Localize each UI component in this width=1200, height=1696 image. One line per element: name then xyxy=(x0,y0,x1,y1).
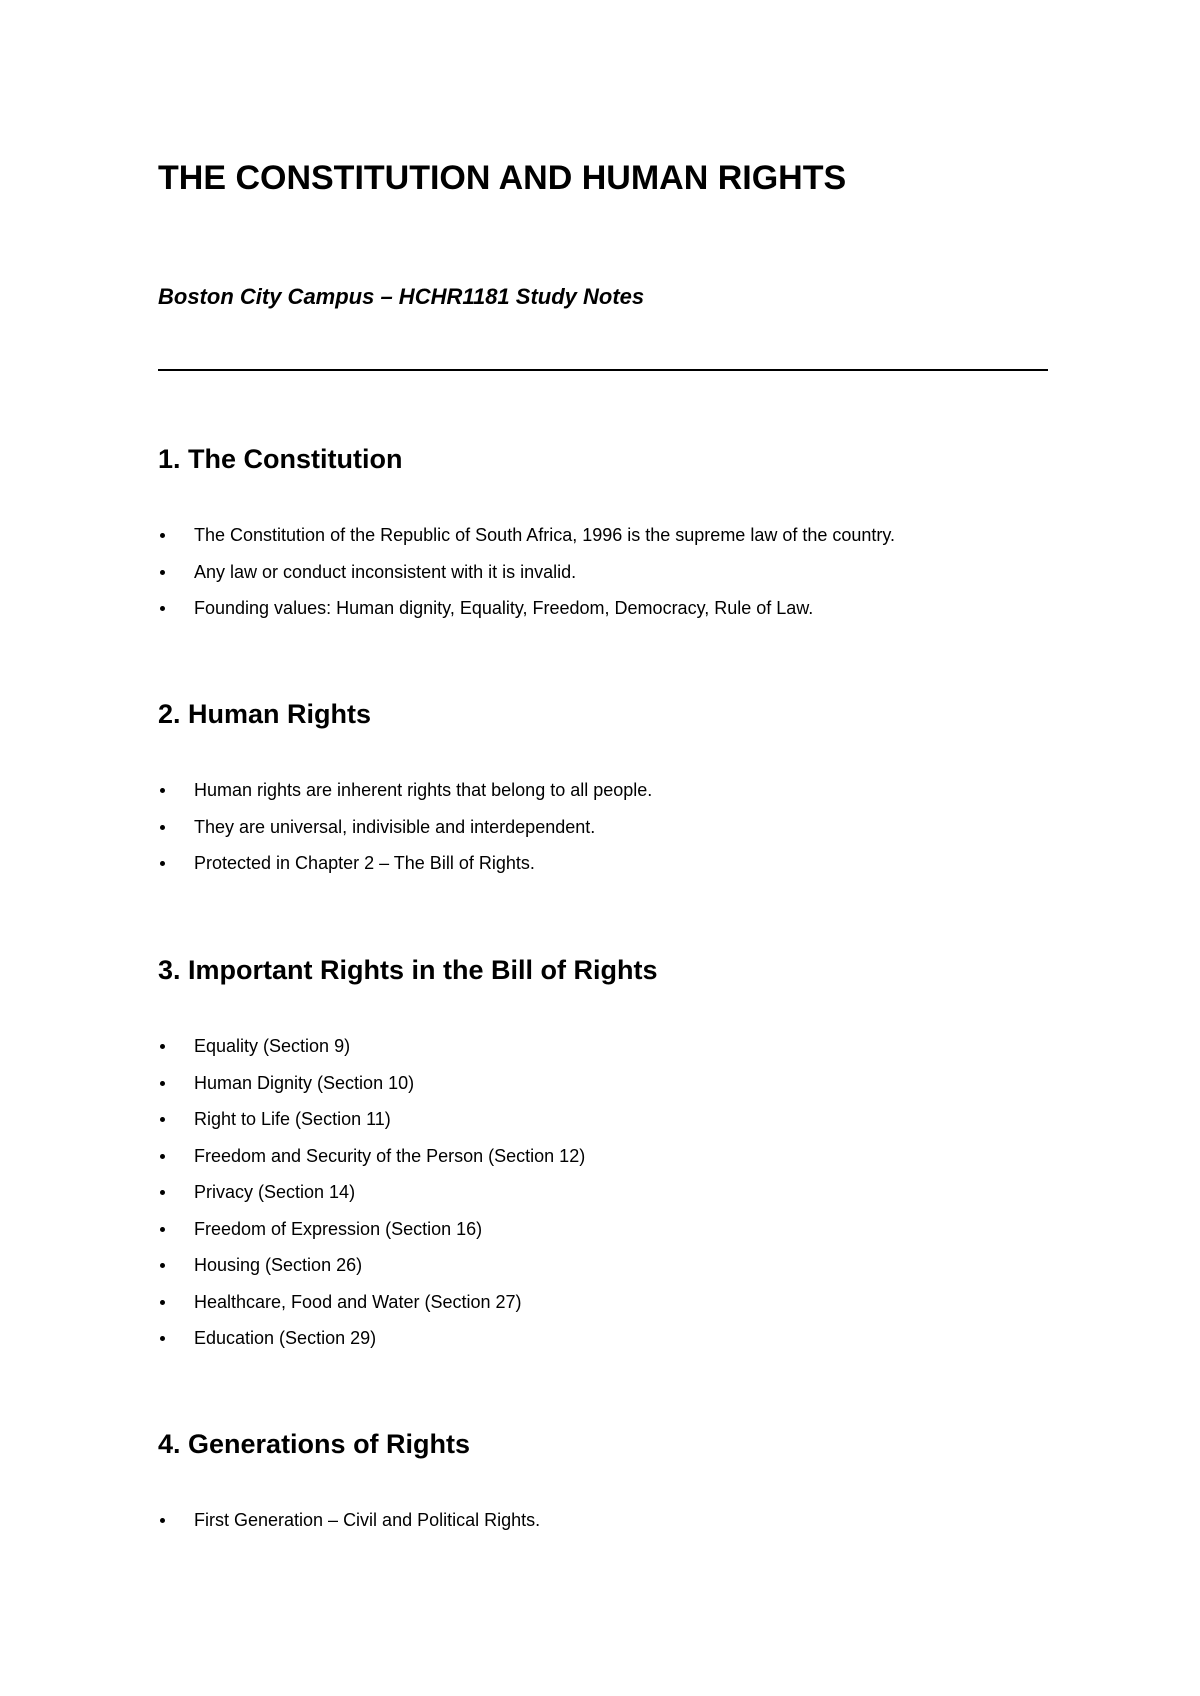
bullet-icon xyxy=(160,1263,165,1268)
list-item xyxy=(158,816,1058,853)
list-item xyxy=(158,1327,1058,1364)
list-item-text: Privacy (Section 14) xyxy=(194,1182,356,1202)
bullet-icon xyxy=(160,788,165,793)
list-item-text: Housing (Section 26) xyxy=(194,1255,363,1275)
list-item-text: Human rights are inherent rights that belong to all people. xyxy=(194,780,653,800)
list-item xyxy=(158,524,1058,561)
list-item-text: Right to Life (Section 11) xyxy=(194,1109,391,1129)
horizontal-divider xyxy=(158,369,1048,371)
bullet-icon xyxy=(160,1227,165,1232)
list-item-text: Freedom and Security of the Person (Section 12) xyxy=(194,1145,586,1166)
section-human-rights xyxy=(158,697,1058,889)
bullet-icon xyxy=(160,1336,165,1341)
bullet-icon xyxy=(160,570,165,575)
bullet-list xyxy=(158,1509,1058,1546)
section-heading: 2. Human Rights xyxy=(158,699,372,729)
bullet-list xyxy=(158,1035,1058,1364)
bullet-icon xyxy=(160,1081,165,1086)
list-item-text: First Generation – Civil and Political Rights. xyxy=(194,1510,541,1530)
list-item xyxy=(158,1108,1058,1145)
bullet-icon xyxy=(160,825,165,830)
list-item xyxy=(158,1509,1058,1546)
bullet-icon xyxy=(160,1117,165,1122)
list-item-text: Protected in Chapter 2 – The Bill of Rights. xyxy=(194,853,535,873)
list-item-text: Equality (Section 9) xyxy=(194,1036,351,1056)
section-important-rights xyxy=(158,953,1058,1364)
list-item xyxy=(158,852,1058,889)
bullet-icon xyxy=(160,1154,165,1159)
list-item xyxy=(158,1218,1058,1255)
section-heading: 3. Important Rights in the Bill of Rights xyxy=(158,955,658,985)
list-item xyxy=(158,1291,1058,1328)
list-item-text: They are universal, indivisible and interdependent. xyxy=(194,816,596,837)
bullet-icon xyxy=(160,1518,165,1523)
bullet-list xyxy=(158,779,1058,889)
list-item-text: Healthcare, Food and Water (Section 27) xyxy=(194,1291,522,1312)
bullet-list xyxy=(158,524,1058,634)
list-item-text: Founding values: Human dignity, Equality, Freedom, Democracy, Rule of Law. xyxy=(194,598,814,618)
list-item-text: Human Dignity (Section 10) xyxy=(194,1072,415,1093)
list-item xyxy=(158,1254,1058,1291)
bullet-icon xyxy=(160,533,165,538)
section-the-constitution xyxy=(158,442,1058,634)
list-item xyxy=(158,1181,1058,1218)
section-generations-of-rights xyxy=(158,1427,1058,1546)
bullet-icon xyxy=(160,1300,165,1305)
list-item xyxy=(158,561,1058,598)
list-item xyxy=(158,1145,1058,1182)
document-title: THE CONSTITUTION AND HUMAN RIGHTS xyxy=(158,159,847,197)
bullet-icon xyxy=(160,861,165,866)
list-item xyxy=(158,779,1058,816)
list-item xyxy=(158,597,1058,634)
bullet-icon xyxy=(160,1044,165,1049)
bullet-icon xyxy=(160,1190,165,1195)
document-subtitle: Boston City Campus – HCHR1181 Study Notes xyxy=(158,284,645,309)
section-heading: 4. Generations of Rights xyxy=(158,1429,471,1459)
list-item-text: Any law or conduct inconsistent with it is invalid. xyxy=(194,561,577,582)
list-item xyxy=(158,1035,1058,1072)
bullet-icon xyxy=(160,606,165,611)
section-heading: 1. The Constitution xyxy=(158,444,403,474)
list-item-text: Freedom of Expression (Section 16) xyxy=(194,1218,483,1239)
list-item-text: Education (Section 29) xyxy=(194,1328,377,1348)
list-item-text: The Constitution of the Republic of South Africa, 1996 is the supreme law of the country. xyxy=(194,525,896,545)
list-item xyxy=(158,1072,1058,1109)
